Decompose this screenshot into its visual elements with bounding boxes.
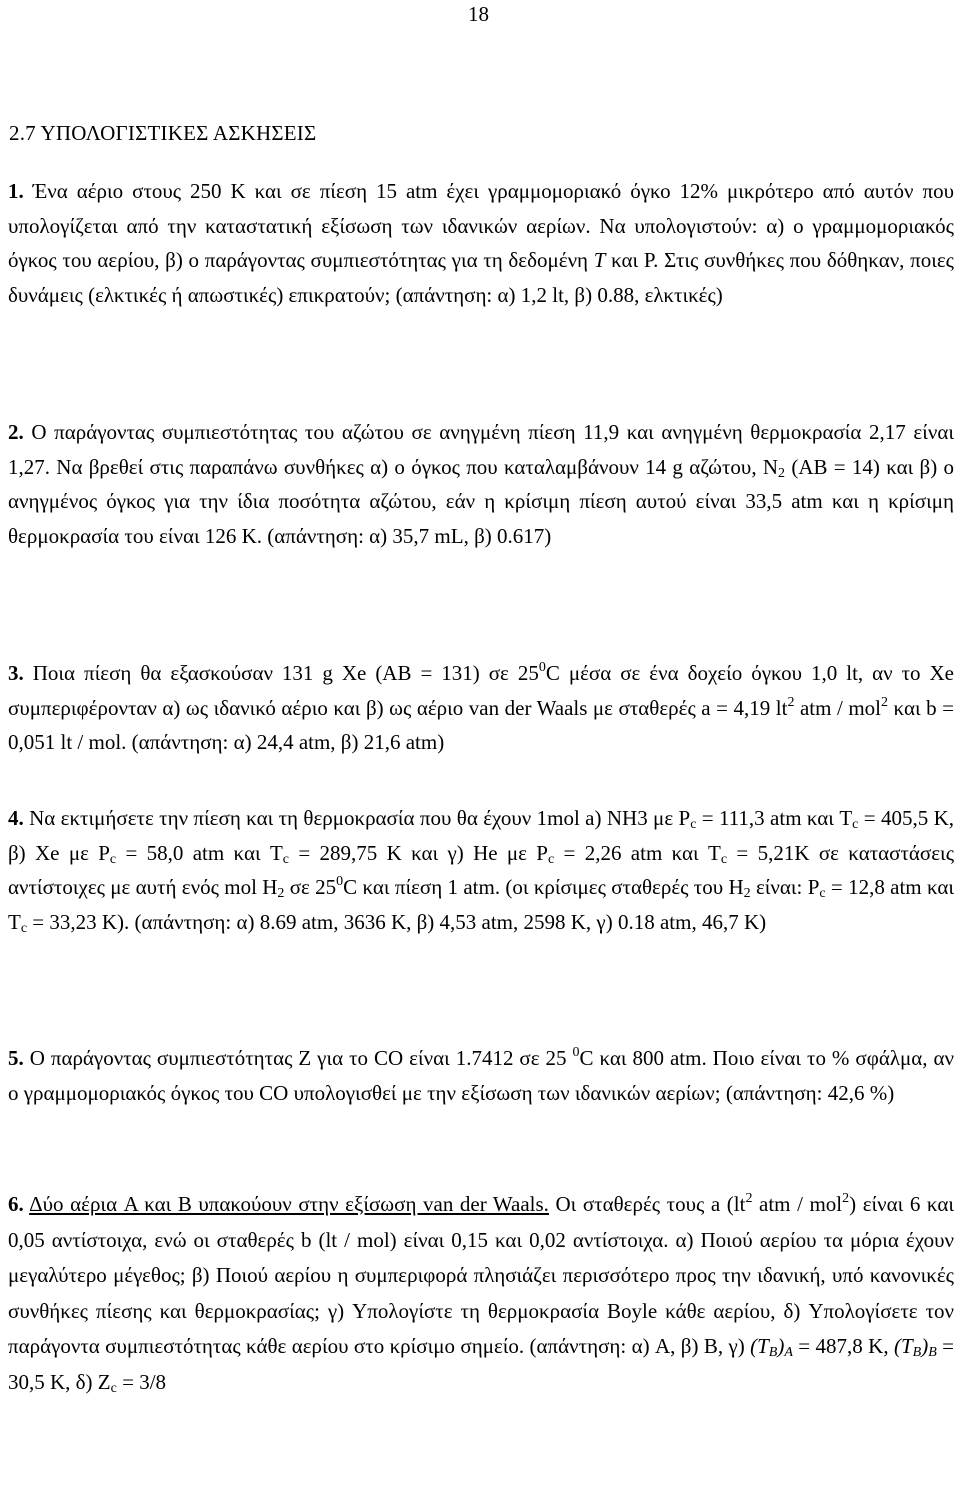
subscript: c [282, 851, 289, 867]
problem-number: 1. [8, 179, 24, 203]
problem-text-cont: = 3/8 [116, 1369, 167, 1394]
problem-text-cont: = 33,23 K). (απάντηση: α) 8.69 atm, 3636 K, β) 4,53 atm, 2598 K, γ) 0.18 atm, 46,7 K) [27, 909, 767, 934]
subscript: c [109, 851, 117, 867]
boyle-temperature-symbol: (T [750, 1334, 769, 1358]
boyle-temperature-symbol: (T [893, 1334, 913, 1358]
subscript: 2 [277, 886, 285, 902]
subscript: A [784, 1345, 793, 1360]
problem-5 [8, 1041, 954, 1110]
superscript: 2 [881, 694, 889, 710]
superscript: 0 [572, 1045, 580, 1060]
problem-text-cont: = 111,3 atm και T [696, 806, 853, 830]
problem-text-cont: = 487,8 K, [792, 1334, 894, 1358]
problem-6 [8, 1187, 954, 1400]
problem-4 [8, 801, 954, 939]
subscript: B [768, 1345, 778, 1360]
temperature-symbol: T [593, 248, 606, 273]
subscript: 2 [778, 465, 786, 481]
subscript: B [912, 1345, 922, 1360]
problem-text-cont: (AB = 14) και β) ο ανηγμένος όγκος για την ίδια ποσότητα αζώτου, εάν η κρίσιμη πίεση αυτού είναι 33,5 atm και η κρίσιμη θερμοκρασία του είναι 126 K. (απάντηση: α) 35,7 mL, β) 0.617) [8, 454, 954, 548]
problem-text: Ο παράγοντας συμπιεστότητας του αζώτου σε ανηγμένη πίεση 11,9 και ανηγμένη θερμοκρασία 2,17 είναι 1,27. Να βρεθεί στις παραπάνω συνθήκες α) ο όγκος που καταλαμβάνουν 14 g αζώτου, N [8, 420, 954, 479]
subscript: c [20, 920, 28, 936]
problem-number: 4. [8, 806, 24, 830]
problem-text-cont: = 5,21K σε καταστάσεις αντίστοιχες με αυτή ενός mol H [8, 840, 955, 900]
problem-text: Ο παράγοντας συμπιεστότητας Z για το CO είναι 1.7412 σε 25 [23, 1046, 573, 1070]
underlined-text: Δύο αέρια A και B υπακούουν στην εξίσωση van der Waals. [29, 1192, 549, 1216]
superscript: 0 [538, 660, 546, 675]
problem-text-cont: C μέσα σε ένα δοχείο όγκου 1,0 lt, αν το Xe συμπεριφέρονταν α) ως ιδανικό αέριο και β) ως αέριο van der Waals με σταθερές a = 4,19 lt [8, 661, 954, 720]
subscript: c [690, 817, 697, 832]
subscript: c [110, 1380, 117, 1396]
problem-text-cont: σε 25 [284, 875, 337, 900]
problem-text-cont: = 30,5 K, δ) Z [8, 1334, 954, 1394]
problem-3 [8, 656, 954, 760]
subscript: c [852, 817, 859, 832]
problem-text-cont: = 58,0 atm και T [116, 840, 283, 865]
problem-text-cont: και b = 0,051 lt / mol. (απάντηση: α) 24,4 atm, β) 21,6 atm) [8, 695, 954, 755]
problem-text-cont: atm / mol [752, 1192, 843, 1216]
problem-text-cont: C και πίεση 1 atm. (οι κρίσιμες σταθερές του H [343, 875, 744, 900]
subscript: B [928, 1345, 937, 1360]
problem-number: 5. [8, 1046, 24, 1070]
problem-number: 2. [8, 420, 24, 444]
problem-2 [8, 415, 954, 553]
problem-number: 6. [8, 1192, 24, 1216]
superscript: 2 [745, 1191, 753, 1206]
superscript: 2 [842, 1191, 850, 1206]
paren: ) [777, 1334, 785, 1358]
problem-text-cont: = 405,5 K, β) Xe με P [8, 806, 954, 865]
problem-text-cont: C και 800 atm. Ποιο είναι το % σφάλμα, αν ο γραμμομοριακός όγκος του CO υπολογισθεί με την εξίσωση των ιδανικών αερίων; (απάντηση: 42,6 %) [8, 1046, 954, 1105]
problem-1 [8, 174, 954, 312]
problem-text: Ποια πίεση θα εξασκούσαν 131 g Xe (AB = 131) σε 25 [23, 661, 539, 685]
subscript: 2 [743, 886, 751, 902]
problem-text-cont: atm / mol [794, 695, 882, 720]
problem-number: 3. [8, 661, 24, 685]
subscript: c [819, 886, 826, 902]
superscript: 2 [787, 694, 795, 710]
superscript: 0 [336, 874, 344, 890]
problem-text: Ένα αέριο στους 250 K και σε πίεση 15 atm έχει γραμμομοριακό όγκο 12% μικρότερο από αυτόν που υπολογίζεται από την καταστατική εξίσωση των ιδανικών αερίων. Να υπολογιστούν: α) ο γραμμομοριακός όγκος του αερίου, β) ο παράγοντας συμπιεστότητας για τη δεδομένη [8, 179, 954, 273]
page-number: 18 [468, 2, 489, 26]
problem-text-cont: = 289,75 K και γ) He με P [289, 840, 548, 865]
paren: ) [921, 1334, 929, 1358]
problem-text-cont: = 2,26 atm και T [554, 840, 721, 865]
problem-text-cont: ) είναι 6 και 0,05 αντίστοιχα, ενώ οι σταθερές b (lt / mol) είναι 0,15 και 0,02 αντίστοιχα. α) Ποιού αερίου τα μόρια έχουν μεγαλύτερο μέγεθος; β) Ποιού αερίου η συμπεριφορά πλησιάζει περισσότερο προς την ιδανική, υπό κανονικές συνθήκες πίεσης και θερμοκρασίας; γ) Υπολογίστε τη θερμοκρασία Boyle κάθε αερίου, δ) Υπολογίσετε τον παράγοντα συμπιεστότητας κάθε αερίου στο κρίσιμο σημείο. (απάντηση: α) A, β) B, γ) [8, 1192, 954, 1358]
problem-text-cont: είναι: P [750, 875, 820, 900]
problem-text-cont: και P. Στις συνθήκες που δόθηκαν, ποιες δυνάμεις (ελκτικές ή απωστικές) επικρατούν; (απάντηση: α) 1,2 lt, β) 0.88, ελκτικές) [8, 248, 955, 307]
problem-text-cont: = 12,8 atm και T [8, 875, 954, 934]
problem-text: Οι σταθερές τους a (lt [548, 1192, 746, 1216]
subscript: c [720, 851, 728, 867]
section-title: 2.7 ΥΠΟΛΟΓΙΣΤΙΚΕΣ ΑΣΚΗΣΕΙΣ [9, 121, 317, 145]
subscript: c [548, 851, 555, 867]
problem-text: Να εκτιμήσετε την πίεση και τη θερμοκρασία που θα έχουν 1mol a) NH3 με P [23, 806, 691, 830]
